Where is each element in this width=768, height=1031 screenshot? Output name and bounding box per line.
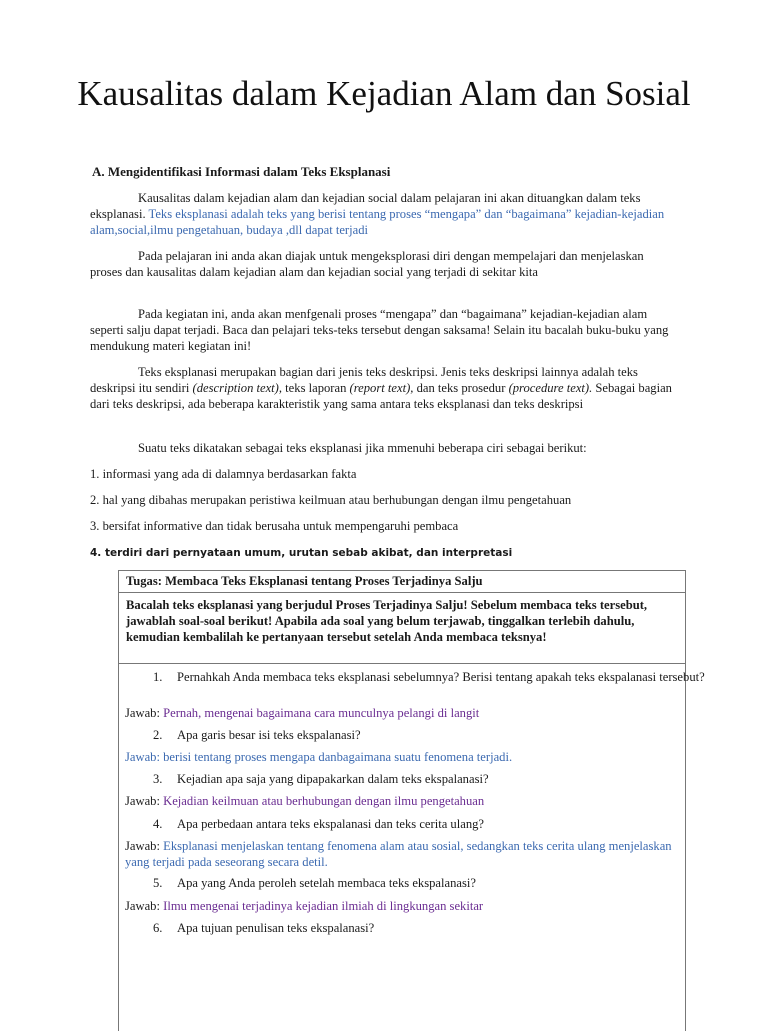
jawab-label: Jawab:	[125, 706, 164, 720]
answer-2: Jawab: berisi tentang proses mengapa danbagaimana suatu fenomena terjadi.	[125, 750, 513, 764]
question-4	[125, 816, 729, 832]
question-text: Apa yang Anda peroleh setelah membaca teks ekspalanasi?	[177, 876, 476, 890]
task-title: Tugas: Membaca Teks Eksplanasi tentang Proses Terjadinya Salju	[119, 571, 685, 593]
question-number: 2.	[153, 728, 163, 742]
page-title: Kausalitas dalam Kejadian Alam dan Sosial	[77, 74, 691, 113]
task-table	[118, 570, 705, 1031]
section-heading: A. Mengidentifikasi Informasi dalam Teks Eksplanasi	[92, 164, 391, 179]
question-number: 3.	[153, 772, 163, 786]
answer-5	[125, 898, 677, 914]
answer-text: Eksplanasi menjelaskan tentang fenomena alam atau sosial, sedangkan teks cerita ulang menjelaskan yang terjadi pada seseorang secara detil.	[125, 839, 672, 869]
p4-part-c: teks laporan	[282, 381, 350, 395]
question-text: Kejadian apa saja yang dipapakarkan dalam teks ekspalanasi?	[177, 772, 489, 786]
answer-1	[125, 705, 677, 721]
list-item: 4. terdiri dari pernyataan umum, urutan sebab akibat, dan interpretasi	[90, 547, 513, 559]
question-number: 5.	[153, 876, 163, 890]
paragraph-1-text: Kausalitas dalam kejadian alam dan kejadian social dalam pelajaran ini akan dituangkan dalam teks eksplanasi.	[90, 191, 641, 221]
p4-part-e: dan teks prosedur	[413, 381, 509, 395]
question-number: 6.	[153, 921, 163, 935]
question-2	[125, 727, 729, 743]
answer-3	[125, 793, 677, 809]
question-number: 1.	[153, 670, 163, 684]
paragraph-3: Pada kegiatan ini, anda akan menfgenali proses “mengapa” dan “bagaimana” kejadian-kejadian alam seperti salju dapat terjadi. Baca dan pelajari teks-teks tersebut dengan saksama! Selain itu bacalah buku-buku yang mendukung materi kegiatan ini!	[90, 307, 669, 353]
question-5	[125, 875, 729, 891]
question-text: Apa perbedaan antara teks ekspalanasi dan teks cerita ulang?	[177, 817, 485, 831]
answer-4	[125, 838, 677, 870]
paragraph-5: Suatu teks dikatakan sebagai teks eksplanasi jika mmenuhi beberapa ciri sebagai berikut:	[138, 441, 587, 455]
question-1	[125, 669, 729, 685]
p4-procedure-text: (procedure text).	[508, 381, 593, 395]
list-item: 2. hal yang dibahas merupakan peristiwa keilmuan atau berhubungan dengan ilmu pengetahuan	[90, 493, 572, 507]
p4-report-text: (report text),	[349, 381, 414, 395]
task-instruction: Bacalah teks eksplanasi yang berjudul Proses Terjadinya Salju! Sebelum membaca teks tersebut, jawablah soal-soal berikut! Apabila ada soal yang belum terjawab, tinggalkan terlebih dahulu, kemudian kembalilah ke pertanyaan tersebut setelah Anda membaca teksnya!	[119, 593, 685, 664]
paragraph-4	[90, 364, 678, 412]
jawab-label: Jawab:	[125, 899, 164, 913]
list-item: 1. informasi yang ada di dalamnya berdasarkan fakta	[90, 467, 357, 481]
paragraph-2: Pada pelajaran ini anda akan diajak untuk mengeksplorasi diri dengan mempelajari dan menjelaskan proses dan kausalitas dalam kejadian alam dan kejadian social yang terjadi di sekitar kita	[90, 249, 644, 279]
list-item: 3. bersifat informative dan tidak berusaha untuk mempengaruhi pembaca	[90, 519, 459, 533]
jawab-label: Jawab:	[125, 839, 164, 853]
p4-part-g: Sebagai bagian dari teks deskripsi, ada beberapa karakteristik yang sama antara teks eksplanasi dan teks deskripsi	[90, 381, 672, 411]
answer-text: Kejadian keilmuan atau berhubungan dengan ilmu pengetahuan	[163, 794, 485, 808]
question-text: Pernahkah Anda membaca teks eksplanasi sebelumnya? Berisi tentang apakah teks ekspalanasi tersebut?	[177, 670, 705, 684]
p4-description-text: (description text),	[192, 381, 283, 395]
question-6	[125, 920, 729, 936]
answer-text: Ilmu mengenai terjadinya kejadian ilmiah di lingkungan sekitar	[163, 899, 484, 913]
p4-part-a: Teks eksplanasi merupakan bagian dari jenis teks deskripsi. Jenis teks deskripsi lainnya adalah teks deskripsi itu sendiri	[90, 365, 638, 395]
jawab-label: Jawab:	[125, 794, 164, 808]
question-text: Apa garis besar isi teks ekspalanasi?	[177, 728, 361, 742]
paragraph-1-definition: Teks eksplanasi adalah teks yang berisi tentang proses “mengapa” dan “bagaimana” kejadian-kejadian alam,social,ilmu pengetahuan, budaya ,dll dapat terjadi	[90, 207, 665, 237]
paragraph-1	[90, 190, 678, 238]
question-3	[125, 771, 729, 787]
answer-text: Pernah, mengenai bagaimana cara munculnya pelangi di langit	[163, 706, 480, 720]
question-number: 4.	[153, 817, 163, 831]
question-text: Apa tujuan penulisan teks ekspalanasi?	[177, 921, 375, 935]
